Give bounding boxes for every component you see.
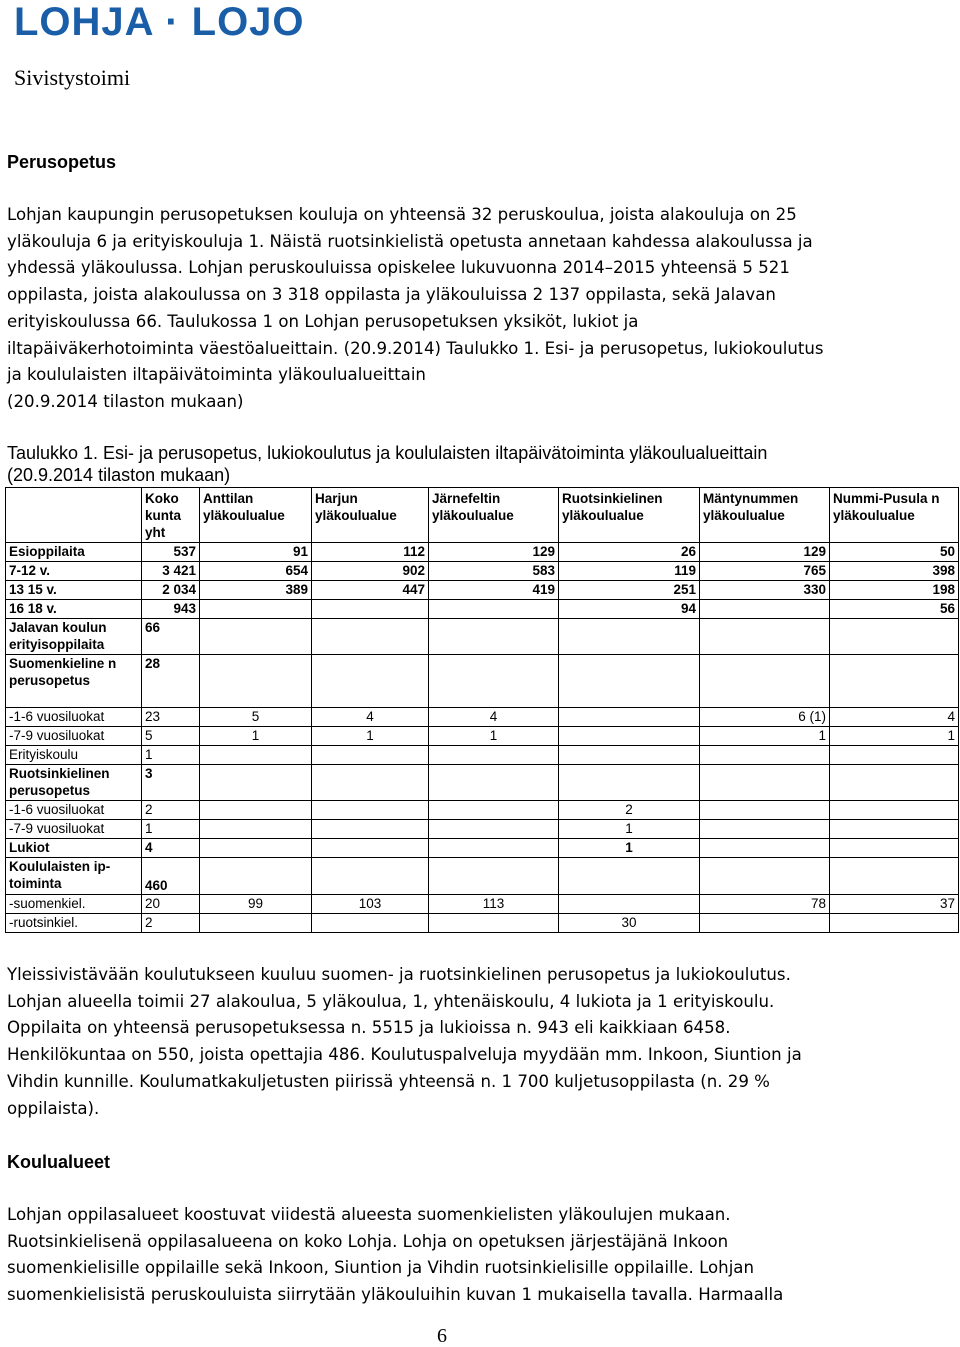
section-heading-koulualueet: Koulualueet [7,1152,111,1172]
table-cell: 2 034 [142,581,200,600]
table-cell: 37 [830,895,959,914]
table-cell: 112 [312,543,429,562]
paragraph-line: Yleissivistävään koulutukseen kuuluu suomen- ja ruotsinkielinen perusopetus ja lukiokoulutus. [7,965,791,984]
table-row [6,746,959,765]
table-cell [830,619,959,655]
table-cell: 3 421 [142,562,200,581]
table-cell: 460 [142,858,200,895]
lohja-logo: LOHJA · LOJO [14,0,305,44]
table-cell: 389 [200,581,312,600]
table-cell [429,820,559,839]
table-cell: 2 [559,801,700,820]
table-cell: 5 [200,708,312,727]
table-cell: 2 [142,914,200,933]
table-cell [700,858,830,895]
row-label: Lukiot [6,839,142,858]
table-row [6,839,959,858]
table-row [6,914,959,933]
table-cell [429,765,559,801]
header-cell: Anttilan yläkoulualue [200,488,312,543]
table-cell: 419 [429,581,559,600]
table-cell [700,600,830,619]
table-cell: 30 [559,914,700,933]
table-cell [200,765,312,801]
table-cell: 1 [429,727,559,746]
table-cell [830,765,959,801]
table-cell [830,858,959,895]
table-cell [700,619,830,655]
table-row [6,820,959,839]
paragraph-line: Oppilaita on yhteensä perusopetuksessa n. 5515 ja lukioissa n. 943 eli kaikkiaan 6458. [7,1018,731,1038]
paragraph-line: suomenkielisistä peruskouluista siirrytään yläkouluihin kuvan 1 mukaisella tavalla. Harmaalla [7,1285,784,1305]
table-cell: 537 [142,543,200,562]
paragraph-line: Ruotsinkielisenä oppilasalueena on koko Lohja. Lohja on opetuksen järjestäjänä Inkoon [7,1231,729,1251]
table-cell [700,655,830,708]
table-cell [200,858,312,895]
table-row [6,619,959,655]
table-cell [830,914,959,933]
table-cell [200,746,312,765]
row-label: Koululaisten ip-toiminta [6,858,142,895]
table-cell: 4 [312,708,429,727]
table-cell [429,746,559,765]
row-label: Jalavan koulun erityisoppilaita [6,619,142,655]
department-name: Sivistystoimi [14,65,131,90]
table-row [6,895,959,914]
table-cell [559,708,700,727]
table-cell: 119 [559,562,700,581]
table-cell [700,801,830,820]
table-cell: 1 [559,839,700,858]
paragraph-line: (20.9.2014 tilaston mukaan) [7,391,244,411]
header-cell: Nummi-Pusula n yläkoulualue [830,488,959,543]
table-cell [312,914,429,933]
table-cell: 20 [142,895,200,914]
table-cell: 103 [312,895,429,914]
table-cell [312,765,429,801]
table-cell [559,858,700,895]
row-label: Erityiskoulu [6,746,142,765]
table-cell [830,839,959,858]
table-cell: 129 [429,543,559,562]
table-cell [559,655,700,708]
table-cell [312,801,429,820]
table-cell [830,820,959,839]
education-summary-paragraph [7,962,957,1122]
table-cell: 1 [142,746,200,765]
table-cell: 66 [142,619,200,655]
table-row [6,655,959,708]
row-label: Ruotsinkielinen perusopetus [6,765,142,801]
table-cell: 3 [142,765,200,801]
row-label: 13 15 v. [6,581,142,600]
paragraph-line: ja koululaisten iltapäivätoiminta yläkoulualueittain [7,365,426,385]
table-cell: 398 [830,562,959,581]
table-cell: 1 [830,727,959,746]
header-cell: Mäntynummen yläkoulualue [700,488,830,543]
table-cell [830,746,959,765]
table-cell: 4 [429,708,559,727]
school-statistics-table [5,487,959,933]
table-cell [312,746,429,765]
table-cell: 902 [312,562,429,581]
table-cell [559,727,700,746]
paragraph-line: Lohjan alueella toimii 27 alakoulua, 5 yläkoulua, 1, yhtenäiskoulu, 4 lukiota ja 1 erityiskoulu. [7,991,775,1011]
table-cell [700,839,830,858]
table-cell [429,914,559,933]
paragraph-line: yhdessä yläkoulussa. Lohjan peruskouluissa opiskelee lukuvuonna 2014–2015 yhteensä 5 521 [7,258,790,278]
table-cell: 91 [200,543,312,562]
table-cell: 583 [429,562,559,581]
table-cell: 28 [142,655,200,708]
header-cell: Harjun yläkoulualue [312,488,429,543]
table-cell: 26 [559,543,700,562]
table-header-row [6,488,959,543]
table-row [6,801,959,820]
table-row [6,727,959,746]
school-areas-paragraph [7,1202,957,1309]
table-cell [312,820,429,839]
table-cell: 1 [142,820,200,839]
table-cell: 5 [142,727,200,746]
table-cell: 654 [200,562,312,581]
table-cell: 23 [142,708,200,727]
table-cell [429,619,559,655]
row-label: -7-9 vuosiluokat [6,727,142,746]
table-cell: 4 [830,708,959,727]
table-cell [200,801,312,820]
row-label: -1-6 vuosiluokat [6,708,142,727]
header-cell: Järnefeltin yläkoulualue [429,488,559,543]
row-label: -7-9 vuosiluokat [6,820,142,839]
table-cell [200,914,312,933]
table-cell [312,839,429,858]
row-label: Suomenkieline n perusopetus [6,655,142,708]
table-cell [559,895,700,914]
table-cell [312,655,429,708]
table-cell [700,820,830,839]
paragraph-line: erityiskoulussa 66. Taulukossa 1 on Lohjan perusopetuksen yksiköt, lukiot ja [7,311,639,331]
table-cell [700,746,830,765]
table-cell [312,858,429,895]
paragraph-line: Lohjan kaupungin perusopetuksen kouluja on yhteensä 32 peruskoulua, joista alakouluja on 25 [7,205,797,224]
table-cell [200,600,312,619]
table-caption [7,442,957,486]
caption-line: (20.9.2014 tilaston mukaan) [7,465,231,485]
table-cell: 251 [559,581,700,600]
table-cell [200,655,312,708]
paragraph-line: oppilaista). [7,1098,100,1118]
section-heading-perusopetus: Perusopetus [7,152,117,172]
table-cell: 99 [200,895,312,914]
table-row [6,581,959,600]
paragraph-line: Lohjan oppilasalueet koostuvat viidestä alueesta suomenkielisten yläkoulujen mukaan. [7,1205,731,1224]
paragraph-line: yläkouluja 6 ja erityiskouluja 1. Näistä ruotsinkielistä opetusta annetaan kahdessa alakoulussa ja [7,231,813,251]
table-cell [429,600,559,619]
row-label: -suomenkiel. [6,895,142,914]
table-row [6,562,959,581]
table-row [6,858,959,895]
row-label: -ruotsinkiel. [6,914,142,933]
table-cell: 56 [830,600,959,619]
table-cell [429,839,559,858]
table-cell: 129 [700,543,830,562]
table-cell: 1 [200,727,312,746]
table-cell [429,801,559,820]
paragraph-line: Vihdin kunnille. Koulumatkakuljetusten piirissä yhteensä n. 1 700 kuljetusoppilasta (n. 29 % [7,1071,770,1091]
table-cell: 2 [142,801,200,820]
header-cell: Koko kunta yht [142,488,200,543]
row-label: 7-12 v. [6,562,142,581]
table-cell: 1 [312,727,429,746]
table-cell [559,765,700,801]
page-number: 6 [437,1325,447,1347]
table-cell [200,820,312,839]
table-cell: 765 [700,562,830,581]
table-row [6,543,959,562]
header-cell: Ruotsinkielinen yläkoulualue [559,488,700,543]
row-label: -1-6 vuosiluokat [6,801,142,820]
table-cell [700,914,830,933]
table-row [6,765,959,801]
table-cell: 4 [142,839,200,858]
table-row [6,708,959,727]
table-cell: 78 [700,895,830,914]
header-cell [6,488,142,543]
table-cell [200,839,312,858]
table-cell: 330 [700,581,830,600]
paragraph-line: iltapäiväkerhotoiminta väestöalueittain. (20.9.2014) Taulukko 1. Esi- ja perusopetus, lukiokoulutus [7,338,824,358]
table-row [6,600,959,619]
caption-line: Taulukko 1. Esi- ja perusopetus, lukiokoulutus ja koululaisten iltapäivätoiminta yläkoulualueittain [7,443,768,463]
row-label: Esioppilaita [6,543,142,562]
intro-paragraph [7,202,957,416]
table-cell [700,765,830,801]
table-cell: 94 [559,600,700,619]
table-cell [830,801,959,820]
table-cell: 447 [312,581,429,600]
table-cell: 6 (1) [700,708,830,727]
table-cell [312,600,429,619]
paragraph-line: suomenkielisille oppilaille sekä Inkoon, Siuntion ja Vihdin ruotsinkielisille oppilaille. Lohjan [7,1258,754,1278]
row-label: 16 18 v. [6,600,142,619]
table-cell [559,746,700,765]
table-cell: 1 [700,727,830,746]
table-cell [830,655,959,708]
table-cell [312,619,429,655]
paragraph-line: oppilasta, joista alakoulussa on 3 318 oppilasta ja yläkouluissa 2 137 oppilasta, sekä Jalavan [7,285,776,305]
table-cell: 50 [830,543,959,562]
table-cell: 113 [429,895,559,914]
paragraph-line: Henkilökuntaa on 550, joista opettajia 486. Koulutuspalveluja myydään mm. Inkoon, Siuntion ja [7,1045,802,1065]
table-cell [200,619,312,655]
table-cell [559,619,700,655]
table-cell: 943 [142,600,200,619]
table-cell: 1 [559,820,700,839]
table-cell [429,655,559,708]
table-cell [429,858,559,895]
table-cell: 198 [830,581,959,600]
